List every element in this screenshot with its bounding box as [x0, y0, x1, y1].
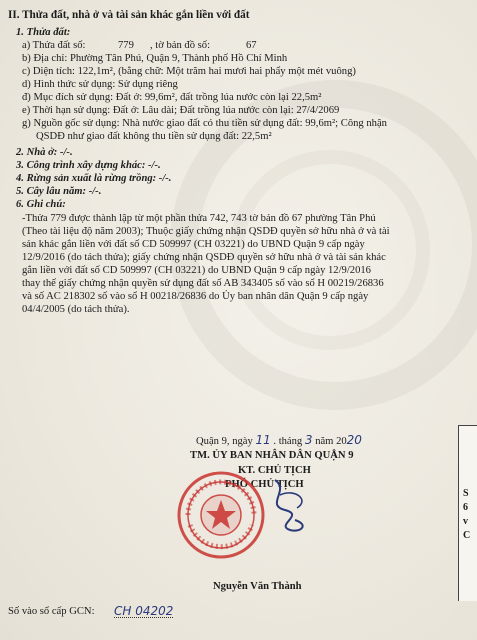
signature-icon: [255, 470, 325, 550]
map-sheet-value: 67: [246, 40, 257, 51]
date-year-suffix: 20: [346, 433, 362, 447]
note-line: (Theo tài liệu độ năm 2003); Thuộc giấy chứng nhận QSDĐ quyền sở hữu nhà ở và tài: [22, 226, 390, 237]
signing-date: Quận 9, ngày 11 . tháng 3 năm 2020: [196, 433, 362, 447]
usage-purpose: đ) Mục đích sử dụng: Đất ở: 99,6m², đất trồng lúa nước còn lại 22,5m²: [22, 92, 322, 103]
usage-form: d) Hình thức sử dụng: Sử dụng riêng: [22, 79, 178, 90]
land-heading: 1. Thửa đất:: [16, 27, 71, 38]
adjacent-page-edge: [458, 425, 477, 601]
official-seal-icon: [176, 470, 266, 560]
note-line: -Thửa 779 được thành lập từ một phần thửa 742, 743 tờ bản đồ 67 phường Tân Phú: [22, 213, 376, 224]
map-sheet-label: , tờ bản đồ số:: [150, 40, 211, 51]
edge-char: 6: [463, 502, 468, 513]
edge-char: C: [463, 530, 471, 541]
note-line: 12/9/2016 (do tách thửa); giấy chứng nhận QSDĐ quyền sở hữu nhà ở và tài sản khác: [22, 252, 386, 263]
address: b) Địa chỉ: Phường Tân Phú, Quận 9, Thành phố Hồ Chí Minh: [22, 53, 288, 64]
edge-char: v: [463, 516, 468, 527]
forest-item: 4. Rừng sản xuất là rừng trồng: -/-.: [16, 173, 172, 184]
date-month-label: tháng: [278, 436, 303, 447]
usage-origin: g) Nguồn gốc sử dụng: Nhà nước giao đất có thu tiền sử dụng đất: 99,6m²; Công nhận: [22, 118, 387, 129]
registry-number: CH 04202: [114, 604, 174, 618]
date-day: 11: [255, 433, 271, 447]
authority: TM. ỦY BAN NHÂN DÂN QUẬN 9: [190, 450, 354, 461]
trees-item: 5. Cây lâu năm: -/-.: [16, 186, 102, 197]
role-title: PHÓ CHỦ TỊCH: [225, 479, 304, 490]
date-year-prefix: năm 20: [315, 436, 347, 447]
note-line: 04/4/2005 (do tách thửa).: [22, 304, 130, 315]
notes-heading: 6. Ghi chú:: [16, 199, 66, 210]
note-line: gắn liền với đất số CD 509997 (CH 03221) do UBND Quận 9 cấp ngày 12/9/2016: [22, 265, 371, 276]
usage-origin-cont: QSDĐ như giao đất không thu tiền sử dụng đất: 22,5m²: [36, 131, 272, 142]
date-prefix: Quận 9, ngày: [196, 436, 253, 447]
construction-item: 3. Công trình xây dựng khác: -/-.: [16, 160, 161, 171]
section-title: II. Thửa đất, nhà ở và tài sản khác gắn liền với đất: [8, 9, 250, 21]
edge-char: S: [463, 488, 469, 499]
note-line: thay thế giấy chứng nhận quyền sử dụng đất số AB 343405 số vào sổ H 00219/26836: [22, 278, 384, 289]
usage-term: e) Thời hạn sử dụng: Đất ở: Lâu dài; Đất trồng lúa nước còn lại: 27/4/2069: [22, 105, 340, 116]
registry-label: Số vào sổ cấp GCN:: [8, 606, 95, 617]
parcel-number-value: 779: [118, 40, 134, 51]
house-item: 2. Nhà ở: -/-.: [16, 147, 73, 158]
area: c) Diện tích: 122,1m², (bằng chữ: Một trăm hai mươi hai phẩy một mét vuông): [22, 66, 356, 77]
parcel-number-label: a) Thửa đất số:: [22, 40, 86, 51]
signer-name: Nguyễn Văn Thành: [213, 581, 302, 592]
date-month: 3: [304, 433, 313, 447]
note-line: và số AC 218302 số vào sổ H 00218/26836 do Ủy ban nhân dân Quận 9 cấp ngày: [22, 291, 369, 302]
note-line: sản khác gắn liền với đất số CD 509997 (CH 03221) do UBND Quận 9 cấp ngày: [22, 239, 365, 250]
kt-title: KT. CHỦ TỊCH: [238, 465, 311, 476]
